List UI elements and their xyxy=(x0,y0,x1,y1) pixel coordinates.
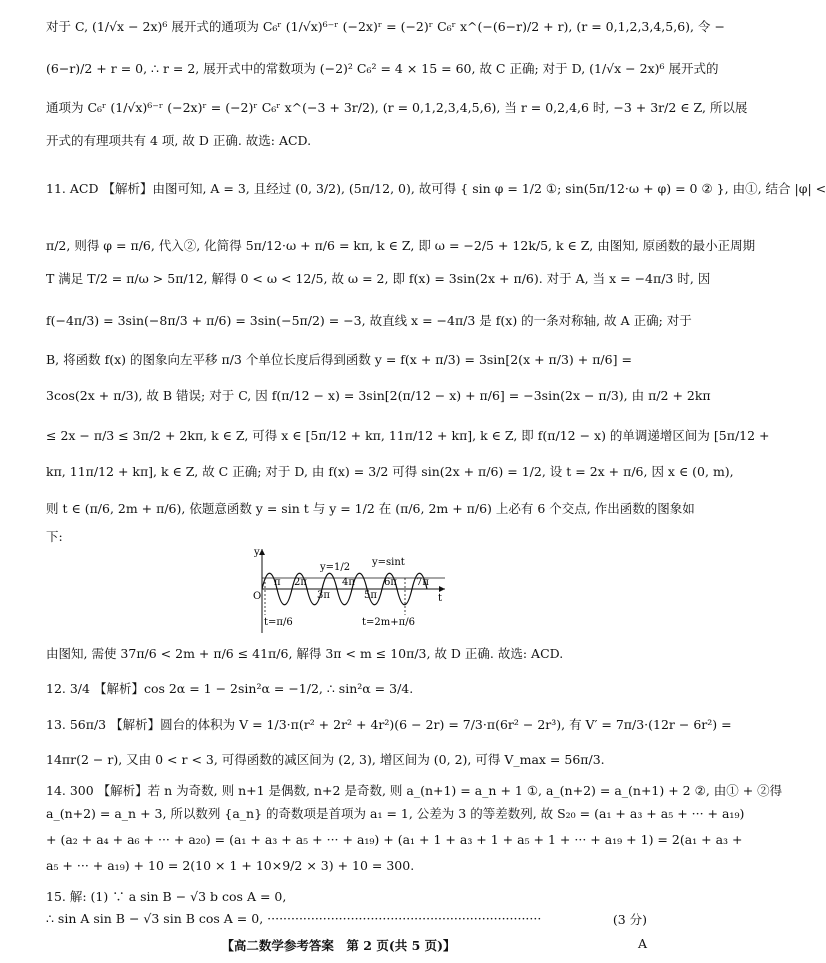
q11-line-7: ≤ 2x − π/3 ≤ 3π/2 + 2kπ, k ∈ Z, 可得 x ∈ [5π/12 + kπ, 11π/12 + kπ], k ∈ Z, 即 f(π/12 − x) 的单调递增区间为 [5π/12 + xyxy=(46,428,770,443)
t-axis-arrow-icon xyxy=(439,586,445,592)
q11-line-5: B, 将函数 f(x) 的图象向左平移 π/3 个单位长度后得到函数 y = f(x + π/3) = 3sin[2(x + π/3) + π/6] = xyxy=(46,352,632,367)
q11-conclusion: 由图知, 需使 37π/6 < 2m + π/6 ≤ 41π/6, 解得 3π < m ≤ 10π/3, 故 D 正确. 故选: ACD. xyxy=(46,646,564,661)
q11-line-10: 下: xyxy=(46,529,63,544)
tick-7pi: 7π xyxy=(416,577,429,588)
footer-letter: A xyxy=(637,936,647,951)
t-end-label: t=2m+π/6 xyxy=(362,617,415,628)
tick-3pi: 3π xyxy=(317,590,330,601)
q14-line-4: a₅ + ··· + a₁₉) + 10 = 2(10 × 1 + 10×9/2 × 3) + 10 = 300. xyxy=(46,858,415,873)
q13-line-2: 14πr(2 − r), 又由 0 < r < 3, 可得函数的减区间为 (2, 3), 增区间为 (0, 2), 可得 V_max = 56π/3. xyxy=(46,752,605,767)
tick-2pi: 2π xyxy=(294,577,307,588)
half-line-label: y=1/2 xyxy=(320,562,351,573)
y-axis-label: y xyxy=(254,547,260,558)
tick-4pi: 4π xyxy=(342,577,355,588)
text-line-3: 通项为 C₆ʳ (1/√x)⁶⁻ʳ (−2x)ʳ = (−2)ʳ C₆ʳ x^(−3 + 3r/2), (r = 0,1,2,3,4,5,6), 当 r = 0,2,4,6 时, −3 + 3r/2 ∈ Z, 所以展 xyxy=(46,100,748,115)
q11-line-2: π/2, 则得 φ = π/6, 代入②, 化简得 5π/12·ω + π/6 = kπ, k ∈ Z, 即 ω = −2/5 + 12k/5, k ∈ Z, 由图知, 原函数的最小正周期 xyxy=(46,238,756,253)
q12-line: 12. 3/4 【解析】cos 2α = 1 − 2sin²α = −1/2, ∴ sin²α = 3/4. xyxy=(46,681,414,696)
tick-pi: π xyxy=(274,577,281,588)
t-axis-label: t xyxy=(438,593,443,604)
q13-line-1: 13. 56π/3 【解析】圆台的体积为 V = 1/3·π(r² + 2r² + 4r²)(6 − 2r) = 7/3·π(6r² − 2r³), 有 V′ = 7π/3·(12r − 6r²) = xyxy=(46,717,732,732)
text-line-1: 对于 C, (1/√x − 2x)⁶ 展开式的通项为 C₆ʳ (1/√x)⁶⁻ʳ (−2x)ʳ = (−2)ʳ C₆ʳ x^(−(6−r)/2 + r), (r = 0,1,2,3,4,5,6), 令 − xyxy=(46,19,725,34)
text-line-2: (6−r)/2 + r = 0, ∴ r = 2, 展开式中的常数项为 (−2)² C₆² = 4 × 15 = 60, 故 C 正确; 对于 D, (1/√x − 2x)⁶ 展开式的 xyxy=(46,61,719,76)
footer-title: 【高二数学参考答案 第 2 页(共 5 页)】 xyxy=(221,938,456,953)
q11-line-4: f(−4π/3) = 3sin(−8π/3 + π/6) = 3sin(−5π/2) = −3, 故直线 x = −4π/3 是 f(x) 的一条对称轴, 故 A 正确; 对于 xyxy=(46,313,692,328)
q14-line-2: a_(n+2) = a_n + 3, 所以数列 {a_n} 的奇数项是首项为 a₁ = 1, 公差为 3 的等差数列, 故 S₂₀ = (a₁ + a₃ + a₅ + ··· + a₁₉) xyxy=(46,806,745,821)
tick-6pi: 6π xyxy=(384,577,397,588)
q14-line-3: + (a₂ + a₄ + a₆ + ··· + a₂₀) = (a₁ + a₃ + a₅ + ··· + a₁₉) + (a₁ + 1 + a₃ + 1 + a₅ + 1 + ··· + a₁₉ + 1) = 2(a₁ + a₃ + xyxy=(46,832,743,847)
origin-label: O xyxy=(253,591,262,602)
q11-line-3: T 满足 T/2 = π/ω > 5π/12, 解得 0 < ω < 12/5, 故 ω = 2, 即 f(x) = 3sin(2x + π/6). 对于 A, 当 x = −4π/3 时, 因 xyxy=(46,271,711,286)
t-start-label: t=π/6 xyxy=(264,617,293,628)
q15-line-2: ∴ sin A sin B − √3 sin B cos A = 0, ····································································· xyxy=(46,911,542,926)
text-line-4: 开式的有理项共有 4 项, 故 D 正确. 故选: ACD. xyxy=(46,133,312,148)
q11-line-6: 3cos(2x + π/3), 故 B 错误; 对于 C, 因 f(π/12 − x) = 3sin[2(π/12 − x) + π/6] = −3sin(2x − π/3), 由 π/2 + 2kπ xyxy=(46,388,711,403)
q14-line-1: 14. 300 【解析】若 n 为奇数, 则 n+1 是偶数, n+2 是奇数, 则 a_(n+1) = a_n + 1 ①, a_(n+2) = a_(n+1) + 2 ②, 由① + ②得 xyxy=(46,783,783,798)
q11-line-1: 11. ACD 【解析】由图可知, A = 3, 且经过 (0, 3/2), (5π/12, 0), 故可得 { sin φ = 1/2 ①; sin(5π/12·ω + φ) = 0 ② }, 由①, 结合 |φ| < xyxy=(46,181,826,196)
q11-line-9: 则 t ∈ (π/6, 2m + π/6), 依题意函数 y = sin t 与 y = 1/2 在 (π/6, 2m + π/6) 上必有 6 个交点, 作出函数的图象如 xyxy=(46,501,695,516)
score-label: (3 分) xyxy=(612,912,647,927)
q15-line-1: 15. 解: (1) ∵ a sin B − √3 b cos A = 0, xyxy=(46,889,287,904)
y-axis-arrow-icon xyxy=(259,549,265,555)
sine-label: y=sint xyxy=(372,557,405,568)
q11-line-8: kπ, 11π/12 + kπ], k ∈ Z, 故 C 正确; 对于 D, 由 f(x) = 3/2 可得 sin(2x + π/6) = 1/2, 设 t = 2x + π/6, 因 x ∈ (0, m), xyxy=(46,464,734,479)
sine-figure xyxy=(250,545,450,635)
tick-5pi: 5π xyxy=(364,590,377,601)
